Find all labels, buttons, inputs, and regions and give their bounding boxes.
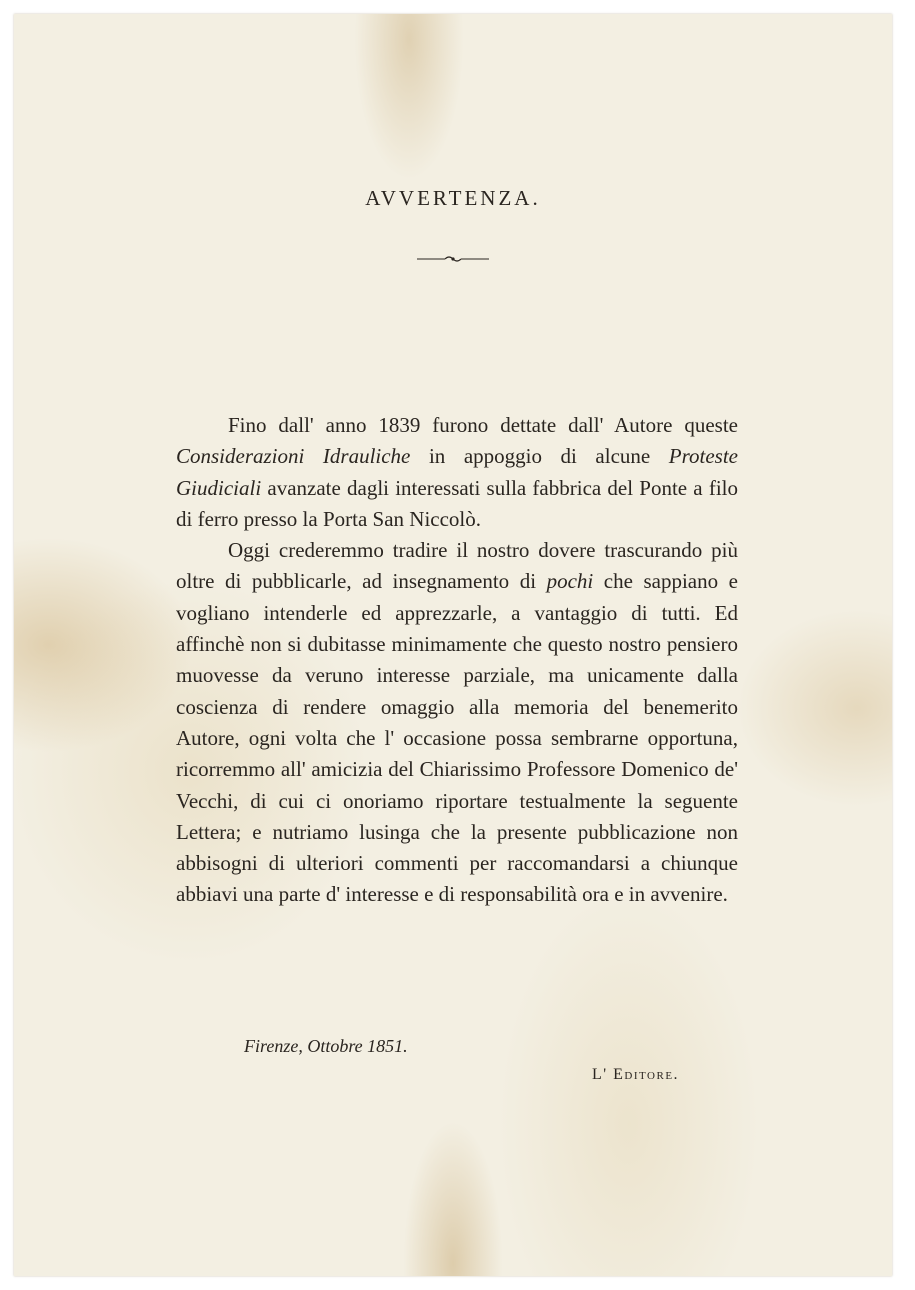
ornament-divider: [417, 254, 489, 264]
paragraph-1-text-3: avanzate dagli interessati sulla fabbrica del Ponte a filo di ferro presso la Porta San Niccolò.: [176, 475, 738, 531]
paragraph-2: [176, 535, 738, 911]
paragraph-1-italic-2: Proteste Giudiciali: [176, 444, 739, 500]
paragraph-2-text-2: che sappiano e vogliano intenderle ed apprezzarle, a vantaggio di tutti. Ed affinchè non si dubitasse minimamente che questo nostro pensiero muovesse da veruno interesse parziale, ma unicamente dalla coscienza di rendere omaggio alla memoria del benemerito Autore, ogni volta che l' occasione possa sembrarne opportuna, ricorremmo all' amicizia del Chiarissimo Professore Domenico de' Vecchi, di cui ci onoriamo riportare testualmente la seguente Lettera; e nutriamo lusinga che la presente pubblicazione non abbisogni di ulteriori commenti per raccomandarsi a chiunque abbiavi una parte d' interesse e di responsabilità ora e in avvenire.: [176, 569, 738, 907]
page-title: AVVERTENZA.: [365, 186, 541, 210]
paragraph-1: [176, 410, 738, 535]
document-page: [14, 14, 892, 1276]
paragraph-1-text-2: in appoggio di alcune: [410, 444, 669, 469]
paragraph-1-text-1: Fino dall' anno 1839 furono dettate dall' Autore queste: [228, 413, 738, 437]
body-text: [176, 410, 738, 911]
signature: L' Editore.: [592, 1066, 680, 1083]
paragraph-2-text-1: Oggi crederemmo tradire il nostro dovere trascurando più oltre di pubblicarle, ad insegnamento di: [176, 538, 738, 594]
paragraph-1-italic-1: Considerazioni Idrauliche: [176, 444, 411, 469]
date-line: Firenze, Ottobre 1851.: [244, 1036, 408, 1056]
paragraph-2-italic-1: pochi: [546, 569, 594, 594]
